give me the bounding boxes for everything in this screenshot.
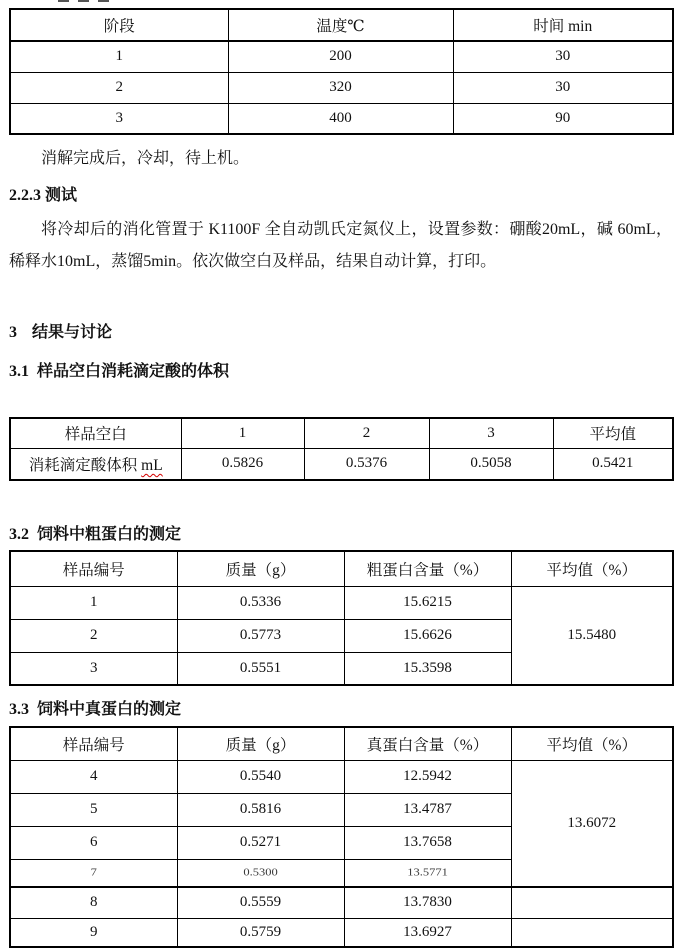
header-cell: 平均值 bbox=[553, 418, 673, 448]
average-cell: 13.6072 bbox=[511, 760, 673, 887]
table-row bbox=[10, 72, 673, 103]
table-cell: 0.5816 bbox=[177, 793, 344, 826]
table-cell: 0.5551 bbox=[177, 652, 344, 685]
table-header-row bbox=[10, 9, 673, 41]
header-cell: 平均值（%） bbox=[511, 727, 673, 760]
table-row bbox=[10, 887, 673, 918]
table-row bbox=[10, 41, 673, 72]
header-cell: 样品编号 bbox=[10, 551, 177, 586]
table-cell: 30 bbox=[453, 72, 673, 103]
table-row bbox=[10, 586, 673, 619]
table-cell: 6 bbox=[10, 826, 177, 859]
heading-label: 结果与讨论 bbox=[32, 324, 113, 341]
heading-label: 饲料中粗蛋白的测定 bbox=[37, 526, 182, 543]
table-cell: 0.5421 bbox=[553, 448, 673, 480]
table-cell: 4 bbox=[10, 760, 177, 793]
table-cell-empty bbox=[511, 918, 673, 947]
heading-3-results bbox=[9, 319, 672, 342]
table-cell: 15.6626 bbox=[344, 619, 511, 652]
header-cell: 质量（g） bbox=[177, 727, 344, 760]
document-content bbox=[9, 8, 672, 948]
table-cell: 15.3598 bbox=[344, 652, 511, 685]
header-cell: 1 bbox=[181, 418, 304, 448]
table-cell: 3 bbox=[10, 103, 228, 134]
table-cell: 0.5058 bbox=[429, 448, 553, 480]
table-cell: 13.4787 bbox=[344, 793, 511, 826]
table-cell-empty bbox=[511, 887, 673, 918]
table-cell: 200 bbox=[228, 41, 453, 72]
table-cell: 13.7830 bbox=[344, 887, 511, 918]
heading-number: 3.3 bbox=[9, 701, 29, 718]
table-cell: 0.5376 bbox=[304, 448, 429, 480]
table-cell: 13.6927 bbox=[344, 918, 511, 947]
table-cell: 15.6215 bbox=[344, 586, 511, 619]
table-cell: 0.5540 bbox=[177, 760, 344, 793]
header-cell: 3 bbox=[429, 418, 553, 448]
table-cell: 12.5942 bbox=[344, 760, 511, 793]
table-cell: 7 bbox=[10, 859, 177, 887]
header-cell: 时间 min bbox=[453, 9, 673, 41]
heading-3-2 bbox=[9, 521, 672, 544]
header-cell: 温度℃ bbox=[228, 9, 453, 41]
table-header-row bbox=[10, 418, 673, 448]
table-cell: 9 bbox=[10, 918, 177, 947]
table-cell: 0.5559 bbox=[177, 887, 344, 918]
true-protein-table bbox=[9, 726, 674, 948]
table-cell: 13.5771 bbox=[344, 859, 511, 887]
table-cell: 0.5271 bbox=[177, 826, 344, 859]
table-cell: 1 bbox=[10, 586, 177, 619]
table-row bbox=[10, 448, 673, 480]
heading-2-2-3: 2.2.3 测试 bbox=[9, 187, 78, 204]
table-cell: 5 bbox=[10, 793, 177, 826]
row-label-cell bbox=[10, 448, 181, 480]
header-cell: 粗蛋白含量（%） bbox=[344, 551, 511, 586]
table-cell: 320 bbox=[228, 72, 453, 103]
row-label: 消耗滴定酸体积 bbox=[28, 456, 138, 474]
header-cell: 质量（g） bbox=[177, 551, 344, 586]
sample-blank-table bbox=[9, 417, 674, 481]
paragraph-after-digestion: 消解完成后，冷却，待上机。 bbox=[41, 150, 250, 167]
header-cell: 样品空白 bbox=[10, 418, 181, 448]
table-cell: 90 bbox=[453, 103, 673, 134]
heading-number: 3 bbox=[9, 324, 17, 341]
paragraph-test-procedure: 将冷却后的消化管置于 K1100F 全自动凯氏定氮仪上，设置参数：硼酸20mL，碱 60mL，稀释水10mL，蒸馏5min。依次做空白及样品，结果自动计算，打印。 bbox=[9, 221, 672, 270]
table-header-row bbox=[10, 551, 673, 586]
table-cell: 30 bbox=[453, 41, 673, 72]
digestion-program-table bbox=[9, 8, 674, 135]
heading-number: 3.1 bbox=[9, 363, 29, 380]
heading-3-3 bbox=[9, 696, 672, 719]
header-cell: 平均值（%） bbox=[511, 551, 673, 586]
table-cell: 400 bbox=[228, 103, 453, 134]
clipped-previous-line-artifact bbox=[58, 0, 178, 3]
table-cell: 0.5300 bbox=[177, 859, 344, 887]
table-cell: 13.7658 bbox=[344, 826, 511, 859]
header-cell: 2 bbox=[304, 418, 429, 448]
heading-label: 饲料中真蛋白的测定 bbox=[37, 701, 182, 718]
table-cell: 2 bbox=[10, 72, 228, 103]
table-row bbox=[10, 760, 673, 793]
heading-3-1 bbox=[9, 358, 672, 381]
table-cell: 3 bbox=[10, 652, 177, 685]
table-cell: 1 bbox=[10, 41, 228, 72]
row-unit-spellcheck: mL bbox=[141, 456, 163, 474]
table-cell: 0.5826 bbox=[181, 448, 304, 480]
table-cell: 8 bbox=[10, 887, 177, 918]
table-cell: 0.5759 bbox=[177, 918, 344, 947]
table-row bbox=[10, 103, 673, 134]
table-row bbox=[10, 918, 673, 947]
heading-number: 3.2 bbox=[9, 526, 29, 543]
table-cell: 2 bbox=[10, 619, 177, 652]
table-cell: 0.5773 bbox=[177, 619, 344, 652]
header-cell: 样品编号 bbox=[10, 727, 177, 760]
header-cell: 真蛋白含量（%） bbox=[344, 727, 511, 760]
average-cell: 15.5480 bbox=[511, 586, 673, 685]
header-cell: 阶段 bbox=[10, 9, 228, 41]
table-header-row bbox=[10, 727, 673, 760]
table-cell: 0.5336 bbox=[177, 586, 344, 619]
crude-protein-table bbox=[9, 550, 674, 686]
heading-label: 样品空白消耗滴定酸的体积 bbox=[37, 363, 230, 380]
